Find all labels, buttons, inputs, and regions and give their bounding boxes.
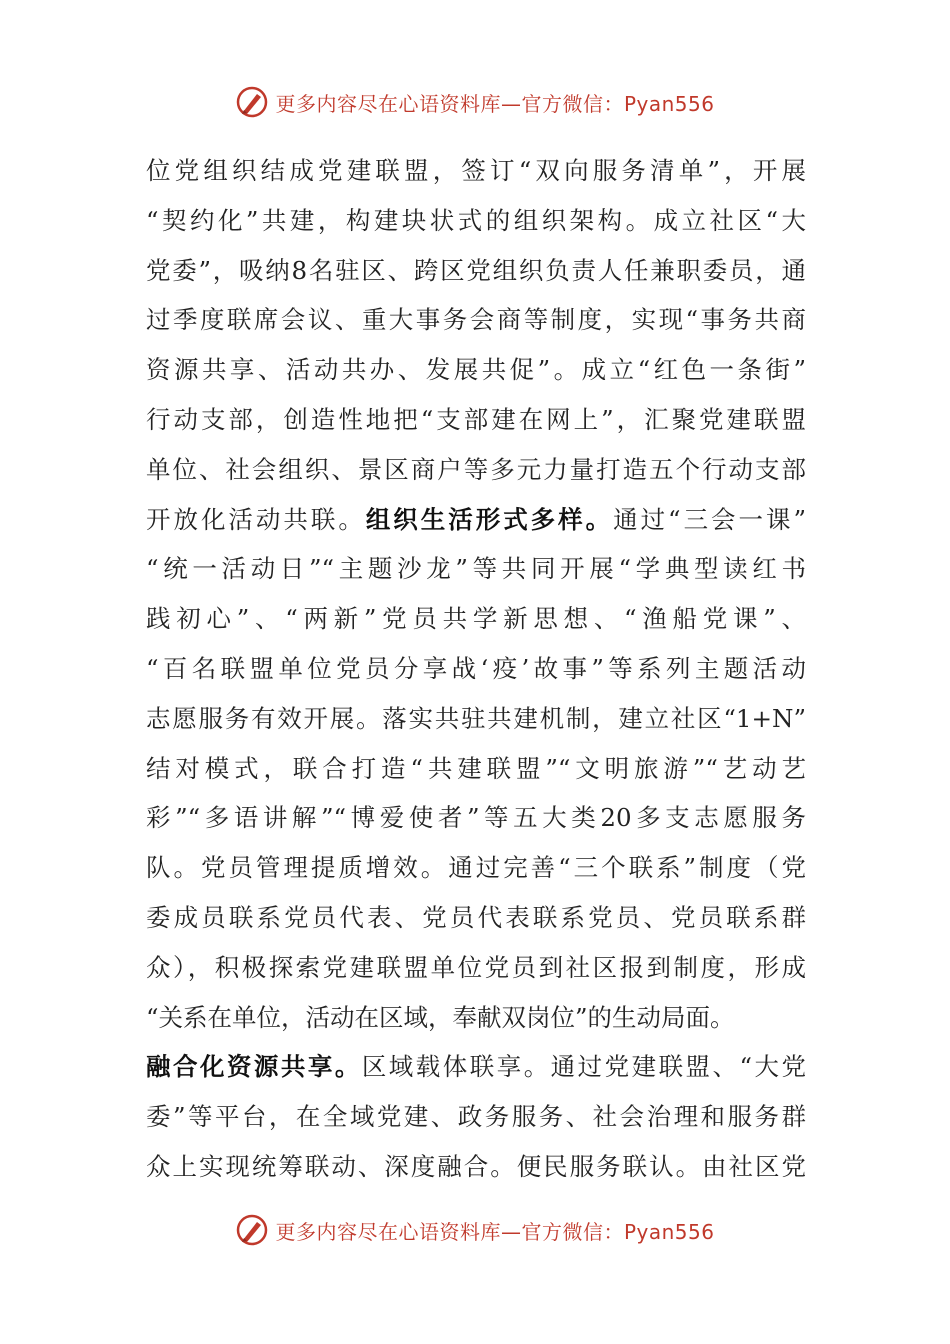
text-span: 结对模式，联合打造“共建联盟”“文明旅游”“艺动艺 <box>146 753 806 783</box>
text-line <box>146 295 806 345</box>
text-span: 众上实现统筹联动、深度融合。便民服务联认。由社区党 <box>146 1151 806 1181</box>
text-span: 委”等平台，在全域党建、政务服务、社会治理和服务群 <box>146 1102 806 1132</box>
bold-heading-span: 组织生活形式多样。 <box>365 504 614 534</box>
text-line <box>146 943 806 993</box>
text-span: 党委”，吸纳8名驻区、跨区党组织负责人任兼职委员，通 <box>146 255 806 285</box>
footer-watermark <box>0 1210 950 1250</box>
text-line <box>146 1142 806 1192</box>
text-line <box>146 993 806 1043</box>
text-span: 彩”“多语讲解”“博爱使者”等五大类20多支志愿服务 <box>146 803 806 833</box>
text-span: 区域载体联享。通过党建联盟、“大党 <box>361 1052 806 1082</box>
text-line <box>146 246 806 296</box>
text-span: 单位、社会组织、景区商户等多元力量打造五个行动支部 <box>146 454 806 484</box>
text-span: 众），积极探索党建联盟单位党员到社区报到制度，形成 <box>146 952 806 982</box>
text-line <box>146 544 806 594</box>
text-line <box>146 196 806 246</box>
text-line <box>146 146 806 196</box>
text-line <box>146 744 806 794</box>
text-span: “关系在单位，活动在区域，奉献双岗位”的生动局面。 <box>146 1002 735 1032</box>
text-span: 过季度联席会议、重大事务会商等制度，实现“事务共商 <box>146 305 806 335</box>
watermark-text: 更多内容尽在心语资料库—官方微信：Pyan556 <box>275 91 715 116</box>
text-line <box>146 1042 806 1092</box>
pen-circle-icon <box>235 85 269 119</box>
bold-heading-span: 融合化资源共享。 <box>146 1052 362 1082</box>
watermark-text: 更多内容尽在心语资料库—官方微信：Pyan556 <box>275 1219 715 1244</box>
text-line <box>146 445 806 495</box>
text-span: 资源共享、活动共办、发展共促”。成立“红色一条街” <box>146 355 806 385</box>
text-line <box>146 893 806 943</box>
text-line <box>146 644 806 694</box>
text-span: 位党组织结成党建联盟，签订“双向服务清单”，开展 <box>146 156 806 185</box>
text-span: “百名联盟单位党员分享战‘疫’故事”等系列主题活动 <box>146 653 806 683</box>
text-span: 志愿服务有效开展。落实共驻共建机制，建立社区“1+N” <box>146 703 806 733</box>
text-line <box>146 345 806 395</box>
document-body <box>146 146 806 1192</box>
text-span: 行动支部，创造性地把“支部建在网上”，汇聚党建联盟 <box>146 404 806 434</box>
text-span: 队。党员管理提质增效。通过完善“三个联系”制度（党 <box>146 853 806 883</box>
text-span: “契约化”共建，构建块状式的组织架构。成立社区“大 <box>146 205 806 235</box>
text-line <box>146 1092 806 1142</box>
text-span: 通过“三会一课” <box>613 504 806 534</box>
text-line <box>146 495 806 545</box>
text-line <box>146 843 806 893</box>
text-span: 开放化活动共联。 <box>146 504 366 534</box>
text-span: 践初心”、“两新”党员共学新思想、“渔船党课”、 <box>146 604 806 634</box>
text-line <box>146 793 806 843</box>
pen-circle-icon <box>235 1213 269 1247</box>
header-watermark <box>0 82 950 122</box>
text-line <box>146 694 806 744</box>
text-span: 委成员联系党员代表、党员代表联系党员、党员联系群 <box>146 902 806 932</box>
text-line <box>146 395 806 445</box>
text-span: “统一活动日”“主题沙龙”等共同开展“学典型读红书 <box>146 554 806 584</box>
text-line <box>146 594 806 644</box>
